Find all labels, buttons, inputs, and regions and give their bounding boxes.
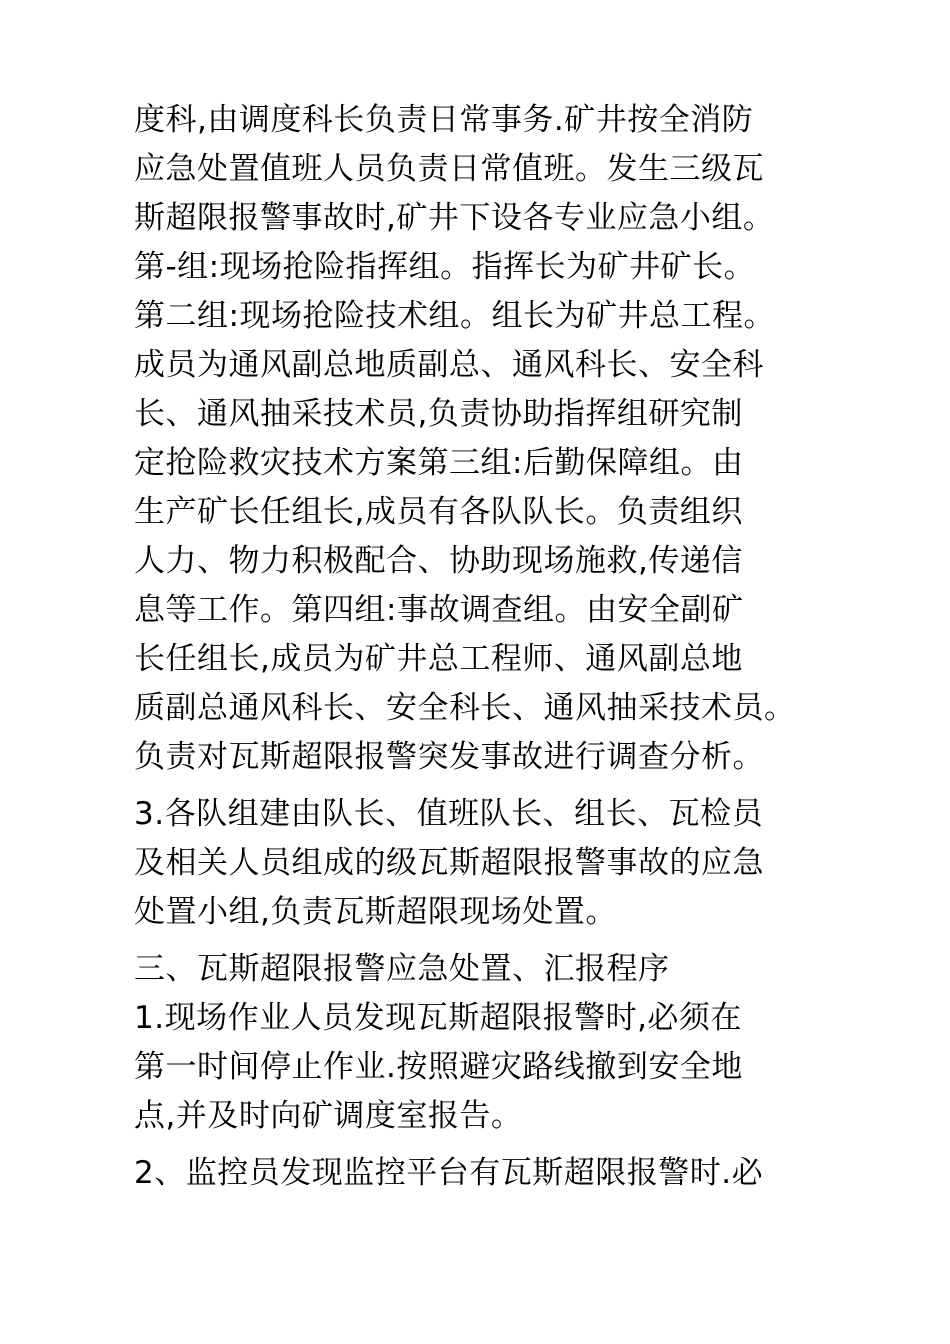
text-line: 息等工作。第四组:事故调查组。由安全副矿	[134, 592, 744, 628]
paragraph-spacer	[134, 937, 834, 945]
text-line: 第-组:现场抢险指挥组。指挥长为矿井矿长。	[134, 249, 756, 285]
text-line: 2、监控员发现监控平台有瓦斯超限报警时.必	[134, 1155, 764, 1191]
text-line: 成员为通风副总地质副总、通风科长、安全科	[134, 347, 764, 383]
text-line: 第二组:现场抢险技术组。组长为矿井总工程。	[134, 298, 775, 334]
text-line: 生产矿长任组长,成员有各队队长。负责组织	[134, 494, 743, 530]
paragraph-emergency-organization	[134, 96, 834, 782]
paragraph-item-3	[134, 790, 834, 937]
text-line: 应急处置值班人员负责日常值班。发生三级瓦	[134, 151, 764, 187]
paragraph-item-1	[134, 994, 834, 1141]
text-line: 第一时间停止作业.按照避灾路线撤到安全地	[134, 1049, 743, 1085]
paragraph-spacer	[134, 782, 834, 790]
text-line: 及相关人员组成的级瓦斯超限报警事故的应急	[134, 845, 764, 881]
document-body	[134, 96, 834, 1198]
paragraph-spacer	[134, 1141, 834, 1149]
text-line: 定抢险救灾技术方案第三组:后勤保障组。由	[134, 445, 744, 481]
text-line: 处置小组,负责瓦斯超限现场处置。	[134, 894, 617, 930]
text-line: 斯超限报警事故时,矿井下设各专业应急小组。	[134, 200, 775, 236]
text-line: 点,并及时向矿调度室报告。	[134, 1098, 523, 1134]
text-line: 人力、物力积极配合、协助现场施救,传递信	[134, 543, 743, 579]
text-line: 长任组长,成员为矿井总工程师、通风副总地	[134, 641, 743, 677]
text-line: 负责对瓦斯超限报警突发事故进行调查分析。	[134, 739, 764, 775]
text-line: 长、通风抽采技术员,负责协助指挥组研究制	[134, 396, 743, 432]
text-line: 1.现场作业人员发现瓦斯超限报警时,必须在	[134, 1000, 742, 1036]
text-line: 度科,由调度科长负责日常事务.矿井按全消防	[134, 102, 754, 138]
paragraph-item-2	[134, 1149, 834, 1198]
text-line: 3.各队组建由队长、值班队长、组长、瓦检员	[134, 796, 764, 832]
section-heading	[134, 945, 834, 994]
text-line: 质副总通风科长、安全科长、通风抽采技术员。	[134, 690, 796, 726]
section-heading-text: 三、瓦斯超限报警应急处置、汇报程序	[134, 951, 670, 987]
